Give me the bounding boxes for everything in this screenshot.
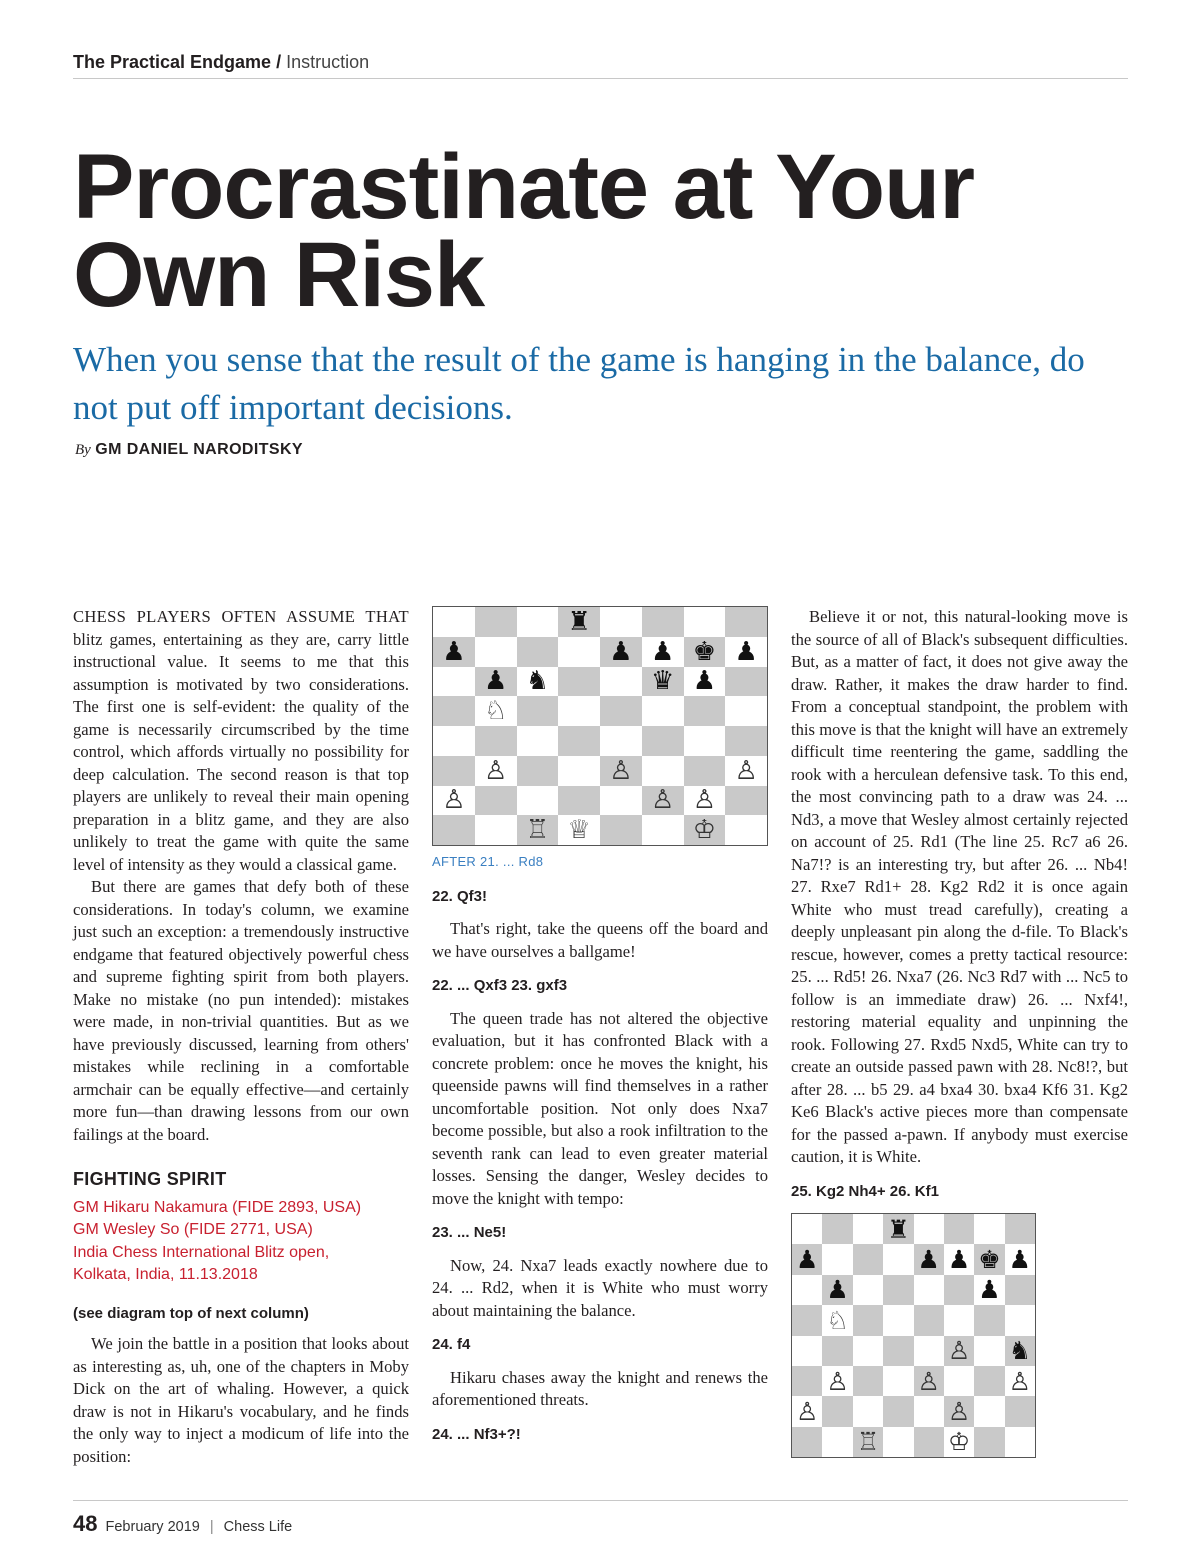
square-f2 bbox=[642, 786, 684, 816]
black-piece-icon: ♟ bbox=[917, 1245, 940, 1275]
square-b5 bbox=[822, 1305, 852, 1335]
square-f4 bbox=[944, 1336, 974, 1366]
square-e1 bbox=[600, 815, 642, 845]
section-heading: FIGHTING SPIRIT bbox=[73, 1169, 227, 1189]
square-h3 bbox=[725, 756, 767, 786]
square-f3 bbox=[642, 756, 684, 786]
black-piece-icon: ♟ bbox=[826, 1275, 849, 1305]
square-f8 bbox=[642, 607, 684, 637]
square-d2 bbox=[558, 786, 600, 816]
square-a7 bbox=[792, 1244, 822, 1274]
square-h5 bbox=[725, 696, 767, 726]
white-piece-icon: ♙ bbox=[692, 785, 717, 816]
square-c8 bbox=[517, 607, 559, 637]
white-piece-icon: ♙ bbox=[650, 785, 675, 816]
square-b6 bbox=[475, 667, 517, 697]
square-g8 bbox=[974, 1214, 1004, 1244]
square-h4 bbox=[725, 726, 767, 756]
paragraph-3: We join the battle in a position that looks about as interesting as, uh, one of the chapters in Moby Dick on the art of whaling. However, a quick draw is not in Hikaru's vocabulary, and he finds the only way to inject a modicum of life into the position: bbox=[73, 1334, 409, 1466]
square-f3 bbox=[944, 1366, 974, 1396]
black-piece-icon: ♟ bbox=[692, 666, 717, 697]
square-e8 bbox=[914, 1214, 944, 1244]
footer-separator: | bbox=[209, 1519, 214, 1535]
square-e4 bbox=[600, 726, 642, 756]
square-f2 bbox=[944, 1396, 974, 1426]
square-a4 bbox=[792, 1336, 822, 1366]
square-h7 bbox=[725, 637, 767, 667]
square-h6 bbox=[725, 667, 767, 697]
white-piece-icon: ♖ bbox=[856, 1427, 880, 1457]
square-a8 bbox=[433, 607, 475, 637]
square-f7 bbox=[944, 1244, 974, 1274]
header-divider: / bbox=[276, 52, 282, 72]
square-c8 bbox=[853, 1214, 883, 1244]
square-h1 bbox=[725, 815, 767, 845]
square-b4 bbox=[822, 1336, 852, 1366]
square-d6 bbox=[558, 667, 600, 697]
square-e8 bbox=[600, 607, 642, 637]
square-a3 bbox=[792, 1366, 822, 1396]
square-c5 bbox=[517, 696, 559, 726]
square-c4 bbox=[517, 726, 559, 756]
square-f7 bbox=[642, 637, 684, 667]
square-g1 bbox=[684, 815, 726, 845]
square-g1 bbox=[974, 1427, 1004, 1457]
square-a8 bbox=[792, 1214, 822, 1244]
square-d5 bbox=[883, 1305, 913, 1335]
square-d4 bbox=[558, 726, 600, 756]
square-a2 bbox=[433, 786, 475, 816]
square-g4 bbox=[974, 1336, 1004, 1366]
square-b3 bbox=[822, 1366, 852, 1396]
square-d3 bbox=[883, 1366, 913, 1396]
square-g7 bbox=[684, 637, 726, 667]
square-d5 bbox=[558, 696, 600, 726]
article-subtitle: When you sense that the result of the game is hanging in the balance, do not put off important decisions. bbox=[73, 340, 1085, 427]
game-place-date: Kolkata, India, 11.13.2018 bbox=[73, 1266, 258, 1283]
white-piece-icon: ♔ bbox=[947, 1427, 971, 1457]
square-h2 bbox=[1005, 1396, 1035, 1426]
move-22: 22. Qf3! bbox=[432, 887, 488, 905]
white-piece-icon: ♘ bbox=[826, 1305, 849, 1335]
square-e4 bbox=[914, 1336, 944, 1366]
square-f6 bbox=[642, 667, 684, 697]
square-e3 bbox=[600, 756, 642, 786]
column-2 bbox=[432, 606, 768, 1456]
black-piece-icon: ♟ bbox=[947, 1245, 971, 1275]
square-h1 bbox=[1005, 1427, 1035, 1457]
square-a6 bbox=[792, 1275, 822, 1305]
paragraph-24: Hikaru chases away the knight and renews the aforementioned threats. bbox=[432, 1367, 768, 1409]
square-c6 bbox=[853, 1275, 883, 1305]
byline-by: By bbox=[75, 442, 91, 458]
black-piece-icon: ♟ bbox=[609, 636, 633, 667]
white-piece-icon: ♔ bbox=[692, 815, 717, 846]
square-f1 bbox=[944, 1427, 974, 1457]
chessboard-2 bbox=[791, 1213, 1036, 1458]
square-e6 bbox=[914, 1275, 944, 1305]
game-event: India Chess International Blitz open, bbox=[73, 1243, 330, 1261]
square-b8 bbox=[822, 1214, 852, 1244]
game-black-player: GM Wesley So (FIDE 2771, USA) bbox=[73, 1221, 313, 1238]
square-b1 bbox=[822, 1427, 852, 1457]
square-e3 bbox=[914, 1366, 944, 1396]
square-d1 bbox=[558, 815, 600, 845]
square-a6 bbox=[433, 667, 475, 697]
square-c2 bbox=[517, 786, 559, 816]
square-h7 bbox=[1005, 1244, 1035, 1274]
square-c3 bbox=[853, 1366, 883, 1396]
square-h2 bbox=[725, 786, 767, 816]
square-b7 bbox=[822, 1244, 852, 1274]
square-b5 bbox=[475, 696, 517, 726]
black-piece-icon: ♚ bbox=[692, 636, 717, 667]
intro-paragraph bbox=[73, 606, 409, 876]
black-piece-icon: ♞ bbox=[525, 666, 550, 697]
white-piece-icon: ♙ bbox=[795, 1396, 819, 1426]
article-title: Procrastinate at Your Own Risk bbox=[73, 136, 975, 326]
square-h3 bbox=[1005, 1366, 1035, 1396]
square-d4 bbox=[883, 1336, 913, 1366]
square-e5 bbox=[600, 696, 642, 726]
square-c4 bbox=[853, 1336, 883, 1366]
square-e5 bbox=[914, 1305, 944, 1335]
square-a5 bbox=[433, 696, 475, 726]
white-piece-icon: ♙ bbox=[734, 755, 758, 786]
square-e6 bbox=[600, 667, 642, 697]
square-g6 bbox=[684, 667, 726, 697]
square-g5 bbox=[974, 1305, 1004, 1335]
intro-text: blitz games, entertaining as they are, carry little instructional value. It seems to me that this assumption is motivated by two considerations. The first one is self-evident: the quality of the game is necessarily circumscribed by the time control, which affords virtually no possibility for deep calculation. The second reason is that top players are unlikely to reveal their main opening preparation in a blitz game, and they are also unlikely to treat the game with quite the same level of intensity as they would a classical game. bbox=[73, 629, 409, 874]
black-piece-icon: ♚ bbox=[978, 1245, 1001, 1275]
white-piece-icon: ♙ bbox=[947, 1336, 971, 1366]
chess-diagram-2 bbox=[791, 1213, 1128, 1458]
square-h4 bbox=[1005, 1336, 1035, 1366]
square-d8 bbox=[883, 1214, 913, 1244]
square-f5 bbox=[944, 1305, 974, 1335]
column-1 bbox=[73, 606, 409, 1468]
square-a2 bbox=[792, 1396, 822, 1426]
square-g3 bbox=[684, 756, 726, 786]
paragraph-col3: Believe it or not, this natural-looking move is the source of all of Black's subsequent difficulties. But, as a matter of fact, it does not give away the draw. Rather, it makes the draw harder to find. From a conceptual standpoint, the problem with this move is that the knight will have an extremely difficult time reentering the game, saddling the rook with a herculean defensive task. To this end, the most convincing path to a draw was 24. ... Nd3, a move that Wesley almost certainly rejected on account of 25. Rd1 (The line 25. Rc7 a6 26. Na7!? is an interesting try, but after 26. ... Nb4! 27. Rxe7 Rd1+ 28. Kg2 Rd2 it is once again White who must tread carefully), creating a deeply unpleasant pin along the d-file. To Black's rescue, however, comes a pretty tactical resource: 25. ... Rd5! 26. Nxa7 (26. Nc3 Rd7 with ... Nc5 to follow is an immediate draw) 26. ... Nxf4!, restoring material equality and unpinning the rook. Following 27. Rxd5 Nxd5, White can try to create an outside passed pawn with 28. Nc8!?, but after 28. ... b5 29. a4 bxa4 30. bxa4 Kf6 31. Kg2 Ke6 Black's active pieces more than compensate for the passed a-pawn. If anybody must exercise caution, it is White. bbox=[791, 607, 1128, 1166]
paragraph-23: The queen trade has not altered the objective evaluation, but it has confronted Black with a concrete problem: once he moves the knight, his queenside pawns will find themselves in a rather uncomfortable position. Not only does Nxa7 become possible, but also a rook infiltration to the seventh rank can lead to even greater material losses. Sensing the danger, Wesley decides to move the knight with tempo: bbox=[432, 1008, 768, 1208]
square-g2 bbox=[974, 1396, 1004, 1426]
white-piece-icon: ♙ bbox=[483, 755, 508, 786]
square-a4 bbox=[433, 726, 475, 756]
square-g2 bbox=[684, 786, 726, 816]
square-c2 bbox=[853, 1396, 883, 1426]
square-e1 bbox=[914, 1427, 944, 1457]
move-22b: 22. ... Qxf3 23. gxf3 bbox=[432, 977, 568, 994]
square-b8 bbox=[475, 607, 517, 637]
black-piece-icon: ♜ bbox=[567, 606, 591, 637]
white-piece-icon: ♙ bbox=[1008, 1366, 1032, 1396]
square-f5 bbox=[642, 696, 684, 726]
black-piece-icon: ♜ bbox=[887, 1214, 910, 1244]
column-3 bbox=[791, 606, 1128, 1458]
chessboard-1 bbox=[432, 606, 768, 846]
black-piece-icon: ♞ bbox=[1008, 1336, 1032, 1366]
square-e7 bbox=[600, 637, 642, 667]
square-f6 bbox=[944, 1275, 974, 1305]
square-c6 bbox=[517, 667, 559, 697]
square-b6 bbox=[822, 1275, 852, 1305]
square-b3 bbox=[475, 756, 517, 786]
diagram-caption: AFTER 21. ... Rd8 bbox=[432, 854, 544, 869]
square-e2 bbox=[914, 1396, 944, 1426]
square-e2 bbox=[600, 786, 642, 816]
square-b7 bbox=[475, 637, 517, 667]
square-c7 bbox=[853, 1244, 883, 1274]
black-piece-icon: ♛ bbox=[650, 666, 675, 697]
black-piece-icon: ♟ bbox=[1008, 1245, 1032, 1275]
black-piece-icon: ♟ bbox=[978, 1275, 1001, 1305]
square-a1 bbox=[433, 815, 475, 845]
square-g6 bbox=[974, 1275, 1004, 1305]
paragraph-2: But there are games that defy both of these considerations. In today's column, we examine just such an exception: a tremendously instructive endgame that featured objectively powerful chess and supreme fighting spirit from both players. Make no mistake (no pun intended): mistakes were made, in non-trivial quantities. But as we have previously discussed, learning from others' mistakes while reclining in a comfortable armchair can be equally effective—and certainly more fun—than drawing lessons from our own failings at the board. bbox=[73, 877, 409, 1144]
page-number: 48 bbox=[73, 1511, 98, 1536]
square-d7 bbox=[558, 637, 600, 667]
white-piece-icon: ♙ bbox=[947, 1396, 971, 1426]
paragraph-23b: Now, 24. Nxa7 leads exactly nowhere due to 24. ... Rd2, when it is White who must worry about maintaining the balance. bbox=[432, 1255, 768, 1320]
white-piece-icon: ♘ bbox=[483, 696, 508, 727]
square-a5 bbox=[792, 1305, 822, 1335]
white-piece-icon: ♕ bbox=[567, 815, 591, 846]
move-24b: 24. ... Nf3+?! bbox=[432, 1425, 521, 1443]
square-f8 bbox=[944, 1214, 974, 1244]
move-23: 23. ... Ne5! bbox=[432, 1224, 507, 1241]
move-24: 24. f4 bbox=[432, 1336, 471, 1353]
square-d6 bbox=[883, 1275, 913, 1305]
square-c3 bbox=[517, 756, 559, 786]
black-piece-icon: ♟ bbox=[442, 636, 466, 667]
square-c7 bbox=[517, 637, 559, 667]
square-d7 bbox=[883, 1244, 913, 1274]
square-h8 bbox=[725, 607, 767, 637]
square-h8 bbox=[1005, 1214, 1035, 1244]
square-g3 bbox=[974, 1366, 1004, 1396]
square-a3 bbox=[433, 756, 475, 786]
square-d3 bbox=[558, 756, 600, 786]
page-footer bbox=[73, 1500, 1128, 1537]
magazine-name: Chess Life bbox=[223, 1519, 293, 1535]
white-piece-icon: ♙ bbox=[609, 755, 633, 786]
square-h6 bbox=[1005, 1275, 1035, 1305]
running-header bbox=[73, 52, 1128, 79]
square-g7 bbox=[974, 1244, 1004, 1274]
black-piece-icon: ♟ bbox=[734, 636, 758, 667]
square-f4 bbox=[642, 726, 684, 756]
diagram-note: (see diagram top of next column) bbox=[73, 1304, 309, 1322]
byline bbox=[75, 441, 303, 459]
square-a7 bbox=[433, 637, 475, 667]
white-piece-icon: ♙ bbox=[826, 1366, 849, 1396]
square-a1 bbox=[792, 1427, 822, 1457]
square-b4 bbox=[475, 726, 517, 756]
white-piece-icon: ♖ bbox=[525, 815, 550, 846]
square-d8 bbox=[558, 607, 600, 637]
black-piece-icon: ♟ bbox=[795, 1245, 819, 1275]
square-b2 bbox=[822, 1396, 852, 1426]
square-f1 bbox=[642, 815, 684, 845]
square-c1 bbox=[517, 815, 559, 845]
issue-date: February 2019 bbox=[105, 1519, 200, 1535]
black-piece-icon: ♟ bbox=[650, 636, 675, 667]
square-e7 bbox=[914, 1244, 944, 1274]
section-name: The Practical Endgame bbox=[73, 52, 272, 72]
square-h5 bbox=[1005, 1305, 1035, 1335]
paragraph-22: That's right, take the queens off the board and we have ourselves a ballgame! bbox=[432, 919, 768, 961]
subsection-name: Instruction bbox=[286, 52, 370, 72]
move-25: 25. Kg2 Nh4+ 26. Kf1 bbox=[791, 1182, 939, 1200]
square-c1 bbox=[853, 1427, 883, 1457]
square-g4 bbox=[684, 726, 726, 756]
square-d1 bbox=[883, 1427, 913, 1457]
game-white-player: GM Hikaru Nakamura (FIDE 2893, USA) bbox=[73, 1198, 362, 1216]
black-piece-icon: ♟ bbox=[483, 666, 508, 697]
white-piece-icon: ♙ bbox=[917, 1366, 940, 1396]
square-g8 bbox=[684, 607, 726, 637]
white-piece-icon: ♙ bbox=[442, 785, 466, 816]
square-g5 bbox=[684, 696, 726, 726]
author-name: GM DANIEL NARODITSKY bbox=[95, 441, 303, 458]
chess-diagram-1 bbox=[432, 606, 768, 846]
lead-in-caps: CHESS PLAYERS OFTEN ASSUME THAT bbox=[73, 607, 409, 626]
square-b2 bbox=[475, 786, 517, 816]
square-d2 bbox=[883, 1396, 913, 1426]
square-b1 bbox=[475, 815, 517, 845]
square-c5 bbox=[853, 1305, 883, 1335]
